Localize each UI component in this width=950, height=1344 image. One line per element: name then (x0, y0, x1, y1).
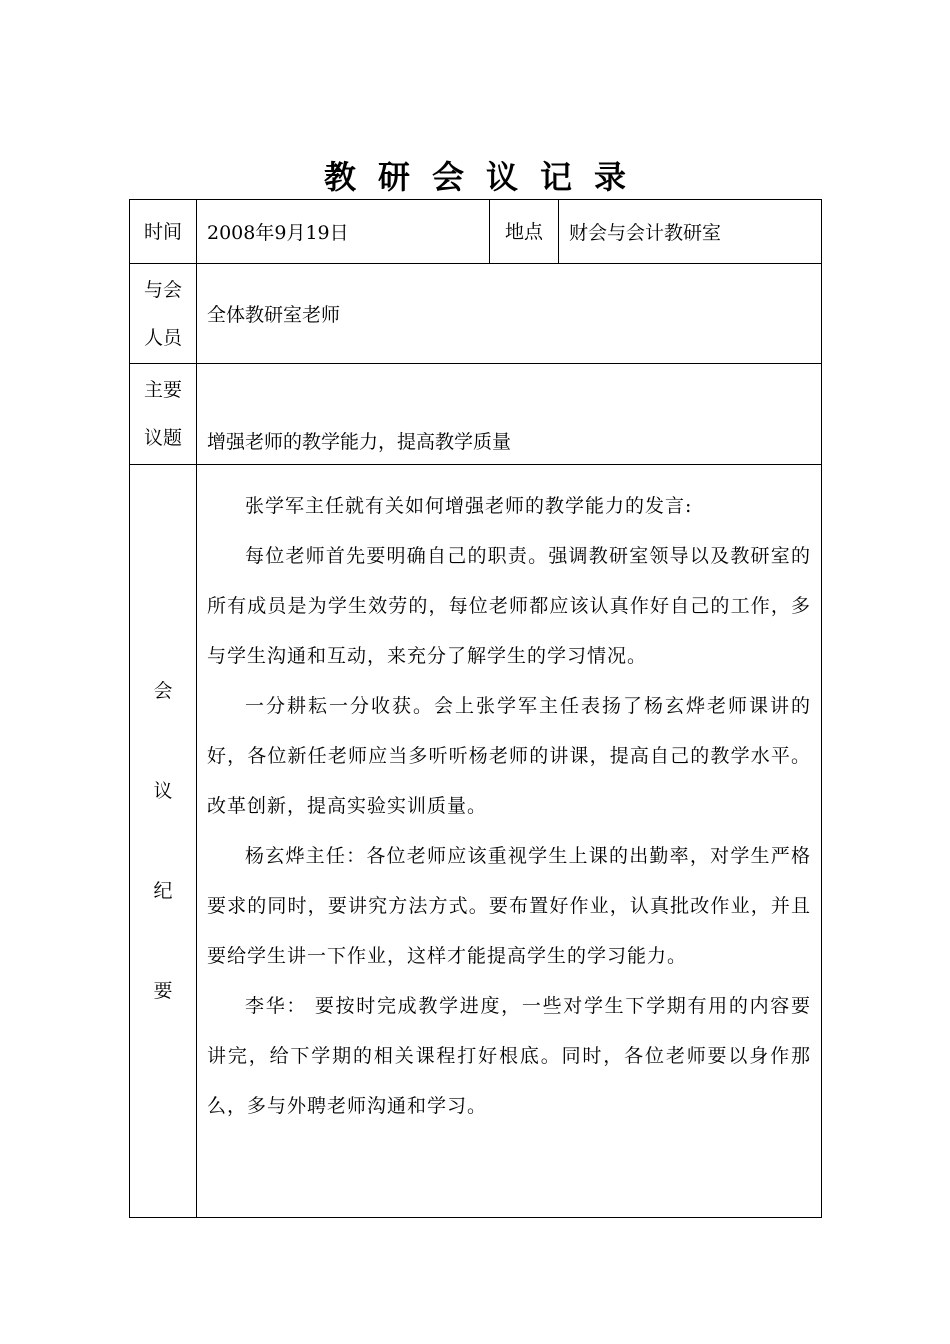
time-label: 时间 (130, 200, 197, 264)
minutes-content (197, 465, 822, 1218)
attendees-label-line2: 人员 (143, 326, 182, 349)
minutes-paragraph: 一分耕耘一分收获。会上张学军主任表扬了杨玄烨老师课讲的好，各位新任老师应当多听听杨老师的讲课，提高自己的教学水平。改革创新，提高实验实训质量。 (207, 695, 811, 817)
minutes-label-char: 议 (153, 780, 173, 802)
attendees-value: 全体教研室老师 (197, 264, 822, 364)
minutes-paragraph: 张学军主任就有关如何增强老师的教学能力的发言: (245, 495, 693, 517)
minutes-label-char: 会 (153, 680, 173, 702)
time-place-row (130, 200, 822, 264)
topic-label-line2: 议题 (143, 427, 182, 449)
minutes-row (130, 465, 822, 1218)
place-label: 地点 (490, 200, 559, 264)
topic-value: 增强老师的教学能力，提高教学质量 (197, 364, 822, 465)
minutes-paragraph: 杨玄烨主任：各位老师应该重视学生上课的出勤率，对学生严格要求的同时，要讲究方法方式。要布置好作业，认真批改作业，并且要给学生讲一下作业，这样才能提高学生的学习能力。 (207, 845, 811, 967)
minutes-label-char: 纪 (153, 880, 173, 902)
minutes-label-char: 要 (153, 980, 173, 1002)
place-value: 财会与会计教研室 (559, 200, 822, 264)
attendees-label (130, 264, 197, 364)
meeting-record-table (129, 199, 822, 1218)
topic-row (130, 364, 822, 465)
topic-label (130, 364, 197, 465)
minutes-paragraph: 每位老师首先要明确自己的职责。强调教研室领导以及教研室的所有成员是为学生效劳的，每位老师都应该认真作好自己的工作，多与学生沟通和互动，来充分了解学生的学习情况。 (207, 545, 811, 667)
minutes-label (130, 465, 197, 1218)
document-title: 教研会议记录 (323, 158, 648, 196)
time-value: 2008年9月19日 (197, 200, 490, 264)
attendees-label-line1: 与会 (143, 278, 182, 301)
attendees-row (130, 264, 822, 364)
topic-label-line1: 主要 (143, 379, 182, 401)
minutes-paragraph: 李华： 要按时完成教学进度，一些对学生下学期有用的内容要讲完，给下学期的相关课程打好根底。同时，各位老师要以身作那么，多与外聘老师沟通和学习。 (207, 995, 811, 1117)
